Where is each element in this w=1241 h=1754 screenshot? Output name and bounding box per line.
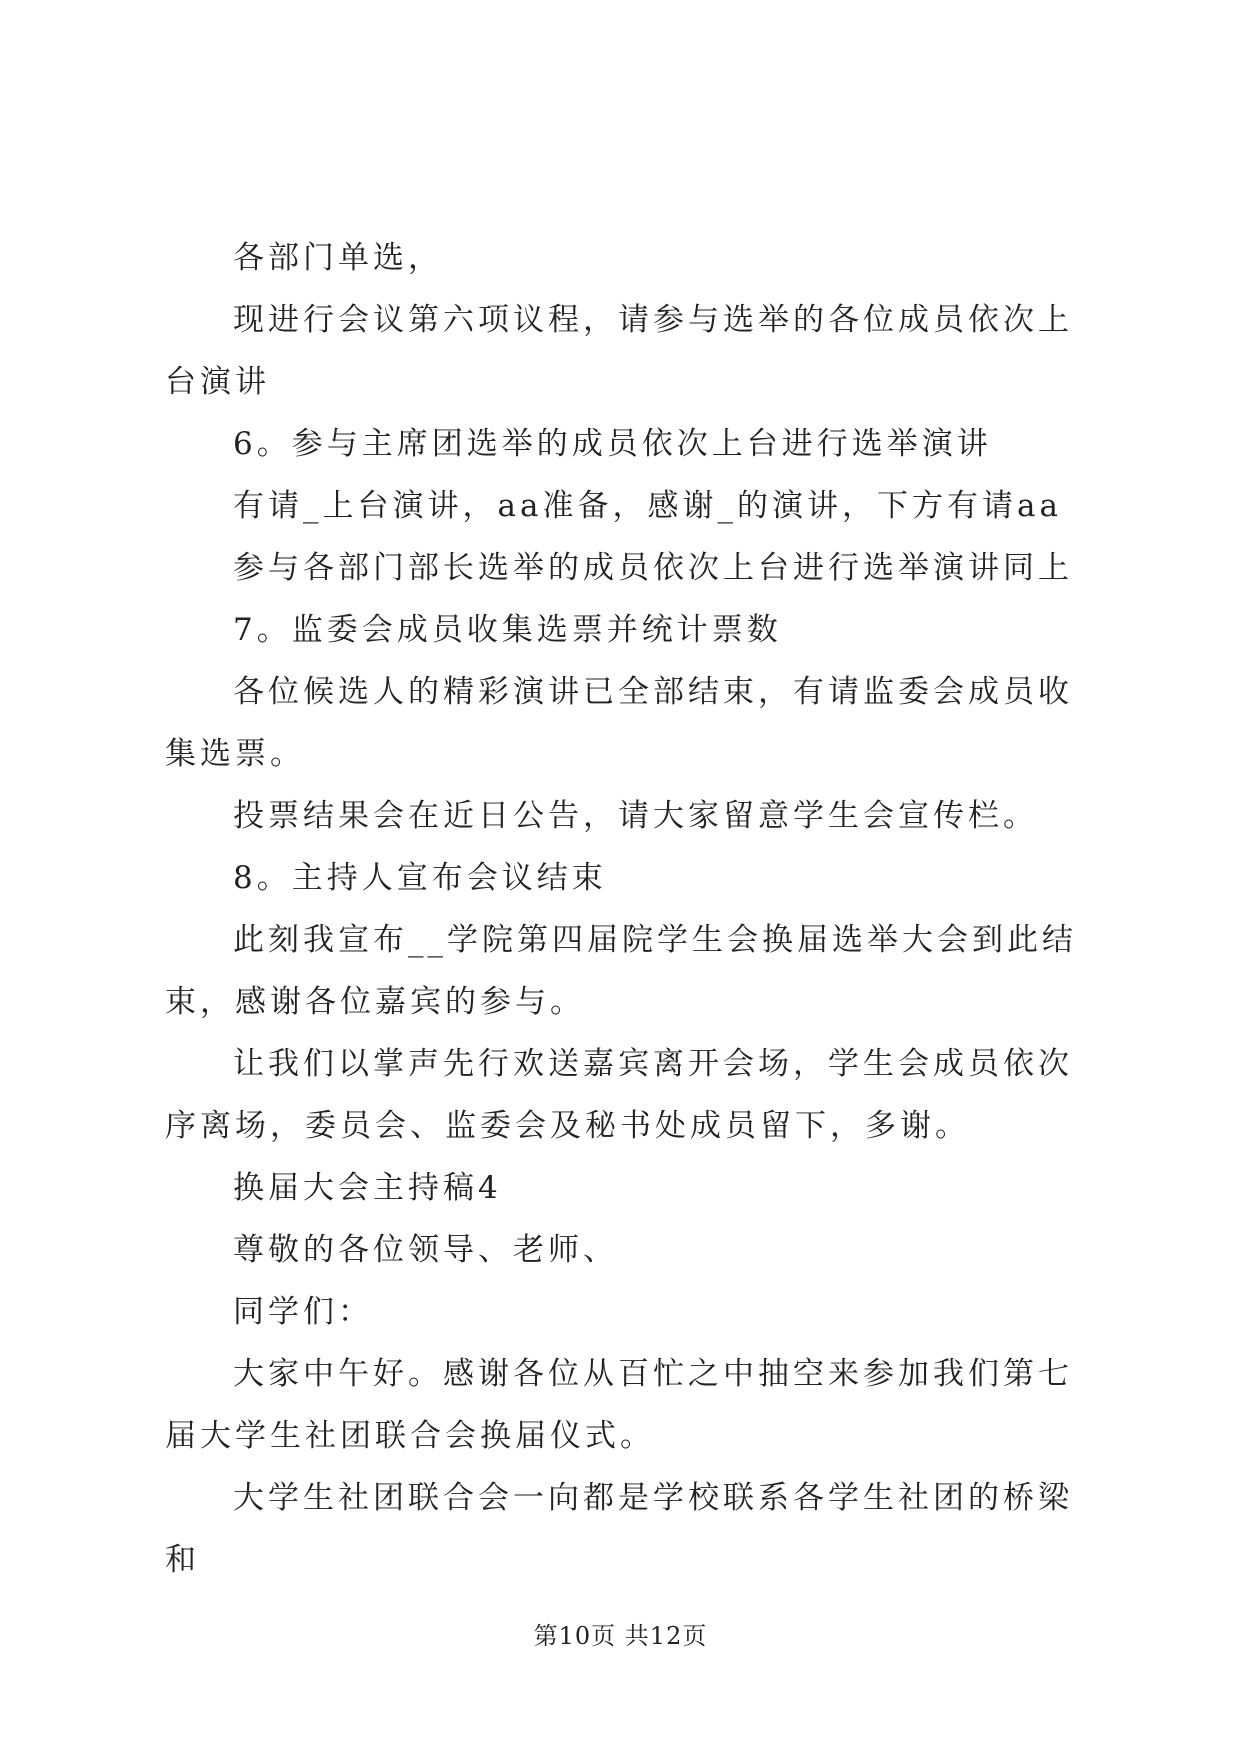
paragraph-13: 尊敬的各位领导、老师、 <box>233 1232 618 1268</box>
paragraph-6: 7。监委会成员收集选票并统计票数 <box>233 612 782 648</box>
paragraph-1: 各部门单选， <box>233 240 443 276</box>
paragraph-9: 8。主持人宣布会议结束 <box>233 860 607 896</box>
paragraph-3: 6。参与主席团选举的成员依次上台进行选举演讲 <box>233 426 992 462</box>
paragraph-11: 让我们以掌声先行欢送嘉宾离开会场，学生会成员依次序离场，委员会、监委会及秘书处成员留下，多谢。 <box>165 1046 1073 1144</box>
paragraph-7: 各位候选人的精彩演讲已全部结束，有请监委会成员收集选票。 <box>165 674 1073 772</box>
paragraph-12: 换届大会主持稿4 <box>233 1170 502 1206</box>
paragraph-14: 同学们： <box>233 1294 373 1330</box>
paragraph-2: 现进行会议第六项议程，请参与选举的各位成员依次上台演讲 <box>165 302 1073 400</box>
page-number-footer: 第10页 共12页 <box>533 1622 708 1650</box>
document-body <box>165 227 1105 1591</box>
paragraph-10: 此刻我宣布__学院第四届院学生会换届选举大会到此结束，感谢各位嘉宾的参与。 <box>165 922 1077 1020</box>
paragraph-15: 大家中午好。感谢各位从百忙之中抽空来参加我们第七届大学生社团联合会换届仪式。 <box>165 1356 1073 1454</box>
paragraph-16: 大学生社团联合会一向都是学校联系各学生社团的桥梁和 <box>165 1480 1073 1578</box>
paragraph-8: 投票结果会在近日公告，请大家留意学生会宣传栏。 <box>233 798 1038 834</box>
paragraph-5: 参与各部门部长选举的成员依次上台进行选举演讲同上 <box>233 550 1073 586</box>
paragraph-4: 有请_上台演讲，aa准备，感谢_的演讲，下方有请aa <box>233 488 1062 524</box>
